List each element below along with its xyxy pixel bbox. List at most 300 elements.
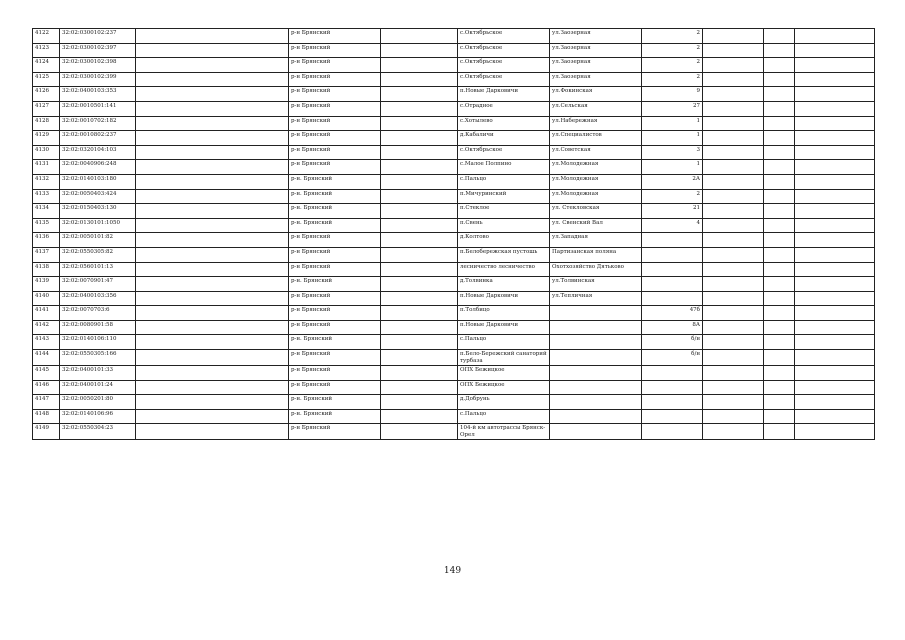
empty-cell <box>703 101 764 116</box>
empty-cell <box>136 320 289 335</box>
cadastral-number-cell: 32:02:0010802:237 <box>60 131 136 146</box>
empty-cell <box>703 262 764 277</box>
street-cell <box>550 366 642 381</box>
empty-cell <box>136 247 289 262</box>
house-number-cell: 2А <box>642 174 703 189</box>
district-cell: р-н. Брянский <box>289 395 381 410</box>
settlement-cell: с.Пальцо <box>458 409 550 424</box>
table-row <box>33 189 875 204</box>
empty-cell <box>764 306 795 321</box>
record-number-cell: 4129 <box>33 131 60 146</box>
table-row <box>33 380 875 395</box>
empty-cell <box>764 277 795 292</box>
empty-cell <box>795 247 875 262</box>
empty-cell <box>795 380 875 395</box>
district-cell: р-н Брянский <box>289 306 381 321</box>
empty-cell <box>381 131 458 146</box>
table-row <box>33 350 875 366</box>
settlement-cell: 104-й км автотрассы Брянск-Орел <box>458 424 550 440</box>
house-number-cell <box>642 395 703 410</box>
empty-cell <box>136 335 289 350</box>
record-number-cell: 4148 <box>33 409 60 424</box>
house-number-cell: 2 <box>642 43 703 58</box>
settlement-cell: п.Белобережская пустошь <box>458 247 550 262</box>
cadastral-number-cell: 32:02:0300102:398 <box>60 58 136 73</box>
district-cell: р-н Брянский <box>289 43 381 58</box>
cadastral-number-cell: 32:02:0300102:237 <box>60 29 136 44</box>
district-cell: р-н Брянский <box>289 160 381 175</box>
street-cell <box>550 424 642 440</box>
empty-cell <box>136 409 289 424</box>
cadastral-number-cell: 32:02:0550304:23 <box>60 424 136 440</box>
record-number-cell: 4142 <box>33 320 60 335</box>
empty-cell <box>703 424 764 440</box>
table-row <box>33 233 875 248</box>
empty-cell <box>381 29 458 44</box>
empty-cell <box>381 58 458 73</box>
empty-cell <box>381 160 458 175</box>
table-row <box>33 262 875 277</box>
cadastral-number-cell: 32:02:0150403:130 <box>60 204 136 219</box>
empty-cell <box>136 233 289 248</box>
district-cell: р-н Брянский <box>289 101 381 116</box>
table-row <box>33 160 875 175</box>
empty-cell <box>703 291 764 306</box>
street-cell: ул.Молодежная <box>550 160 642 175</box>
empty-cell <box>136 174 289 189</box>
house-number-cell <box>642 366 703 381</box>
street-cell: ул.Набережная <box>550 116 642 131</box>
table-row <box>33 366 875 381</box>
settlement-cell: с.Октябрьское <box>458 29 550 44</box>
empty-cell <box>136 43 289 58</box>
empty-cell <box>795 58 875 73</box>
table-row <box>33 43 875 58</box>
house-number-cell: б/н <box>642 350 703 366</box>
record-number-cell: 4130 <box>33 145 60 160</box>
settlement-cell: с.Октябрьское <box>458 58 550 73</box>
empty-cell <box>764 291 795 306</box>
settlement-cell: с.Октябрьское <box>458 43 550 58</box>
empty-cell <box>795 101 875 116</box>
table-row <box>33 247 875 262</box>
street-cell: ул.Заозерная <box>550 72 642 87</box>
empty-cell <box>136 380 289 395</box>
house-number-cell <box>642 262 703 277</box>
empty-cell <box>136 29 289 44</box>
district-cell: р-н Брянский <box>289 380 381 395</box>
district-cell: р-н. Брянский <box>289 277 381 292</box>
house-number-cell <box>642 233 703 248</box>
empty-cell <box>703 189 764 204</box>
street-cell: ул.Фокинская <box>550 87 642 102</box>
house-number-cell: 2 <box>642 189 703 204</box>
empty-cell <box>381 101 458 116</box>
empty-cell <box>703 247 764 262</box>
cadastral-number-cell: 32:02:0070703:6 <box>60 306 136 321</box>
empty-cell <box>764 145 795 160</box>
cadastral-number-cell: 32:02:0050101:82 <box>60 233 136 248</box>
table-row <box>33 218 875 233</box>
empty-cell <box>136 350 289 366</box>
settlement-cell: п.Бело-Бережский санаторий турбаза <box>458 350 550 366</box>
settlement-cell: п.Новые Дарковичи <box>458 320 550 335</box>
record-number-cell: 4127 <box>33 101 60 116</box>
empty-cell <box>795 160 875 175</box>
empty-cell <box>795 291 875 306</box>
empty-cell <box>136 72 289 87</box>
house-number-cell: 3 <box>642 145 703 160</box>
empty-cell <box>136 116 289 131</box>
table-row <box>33 131 875 146</box>
record-number-cell: 4131 <box>33 160 60 175</box>
street-cell <box>550 306 642 321</box>
empty-cell <box>381 233 458 248</box>
empty-cell <box>795 306 875 321</box>
cadastral-number-cell: 32:02:0130101:1050 <box>60 218 136 233</box>
empty-cell <box>136 87 289 102</box>
empty-cell <box>764 380 795 395</box>
street-cell <box>550 335 642 350</box>
empty-cell <box>764 29 795 44</box>
street-cell: ул.Молодежная <box>550 189 642 204</box>
empty-cell <box>764 409 795 424</box>
record-number-cell: 4132 <box>33 174 60 189</box>
record-number-cell: 4135 <box>33 218 60 233</box>
empty-cell <box>703 395 764 410</box>
settlement-cell: п.Новые Дарковичи <box>458 87 550 102</box>
record-number-cell: 4126 <box>33 87 60 102</box>
table-row <box>33 116 875 131</box>
empty-cell <box>795 320 875 335</box>
cadastral-number-cell: 32:02:0140106:110 <box>60 335 136 350</box>
empty-cell <box>764 116 795 131</box>
house-number-cell: 1 <box>642 131 703 146</box>
empty-cell <box>795 87 875 102</box>
cadastral-number-cell: 32:02:0400103:356 <box>60 291 136 306</box>
district-cell: р-н Брянский <box>289 131 381 146</box>
record-number-cell: 4139 <box>33 277 60 292</box>
house-number-cell: 9 <box>642 87 703 102</box>
empty-cell <box>795 29 875 44</box>
cadastral-number-cell: 32:02:0400101:24 <box>60 380 136 395</box>
empty-cell <box>795 395 875 410</box>
table-row <box>33 101 875 116</box>
house-number-cell <box>642 424 703 440</box>
street-cell <box>550 320 642 335</box>
empty-cell <box>703 204 764 219</box>
empty-cell <box>764 218 795 233</box>
district-cell: р-н. Брянский <box>289 218 381 233</box>
cadastral-number-cell: 32:02:0140106:96 <box>60 409 136 424</box>
house-number-cell <box>642 291 703 306</box>
record-number-cell: 4145 <box>33 366 60 381</box>
house-number-cell: б/н <box>642 335 703 350</box>
record-number-cell: 4149 <box>33 424 60 440</box>
empty-cell <box>381 247 458 262</box>
empty-cell <box>136 218 289 233</box>
empty-cell <box>381 145 458 160</box>
empty-cell <box>764 350 795 366</box>
empty-cell <box>136 189 289 204</box>
empty-cell <box>703 87 764 102</box>
empty-cell <box>795 218 875 233</box>
street-cell: Партизанская поляна <box>550 247 642 262</box>
settlement-cell: с.Пальцо <box>458 335 550 350</box>
empty-cell <box>795 233 875 248</box>
empty-cell <box>381 174 458 189</box>
district-cell: р-н Брянский <box>289 72 381 87</box>
record-number-cell: 4124 <box>33 58 60 73</box>
settlement-cell: ОПХ Бежицкое <box>458 380 550 395</box>
page-number: 149 <box>443 566 462 576</box>
empty-cell <box>703 29 764 44</box>
table-row <box>33 204 875 219</box>
table-row <box>33 291 875 306</box>
record-number-cell: 4146 <box>33 380 60 395</box>
settlement-cell: с.Пальцо <box>458 174 550 189</box>
street-cell: ул.Западная <box>550 233 642 248</box>
table-row <box>33 174 875 189</box>
empty-cell <box>703 174 764 189</box>
empty-cell <box>764 366 795 381</box>
cadastral-number-cell: 32:02:0070901:47 <box>60 277 136 292</box>
empty-cell <box>764 204 795 219</box>
empty-cell <box>764 87 795 102</box>
district-cell: р-н Брянский <box>289 262 381 277</box>
empty-cell <box>795 189 875 204</box>
empty-cell <box>795 366 875 381</box>
empty-cell <box>381 409 458 424</box>
settlement-cell: д.Добрунь <box>458 395 550 410</box>
house-number-cell <box>642 380 703 395</box>
record-number-cell: 4125 <box>33 72 60 87</box>
table-row <box>33 335 875 350</box>
cadastral-number-cell: 32:02:0400103:353 <box>60 87 136 102</box>
empty-cell <box>795 204 875 219</box>
house-number-cell: 47б <box>642 306 703 321</box>
empty-cell <box>381 43 458 58</box>
empty-cell <box>703 58 764 73</box>
empty-cell <box>381 189 458 204</box>
empty-cell <box>381 72 458 87</box>
cadastral-number-cell: 32:02:0050201:80 <box>60 395 136 410</box>
settlement-cell: п.Свень <box>458 218 550 233</box>
district-cell: р-н. Брянский <box>289 189 381 204</box>
house-number-cell: 1 <box>642 160 703 175</box>
settlement-cell: с.Малое Полпино <box>458 160 550 175</box>
empty-cell <box>136 145 289 160</box>
house-number-cell <box>642 247 703 262</box>
settlement-cell: д.Толвинка <box>458 277 550 292</box>
cadastral-number-cell: 32:02:0080901:58 <box>60 320 136 335</box>
table-row <box>33 320 875 335</box>
house-number-cell: 2 <box>642 58 703 73</box>
table-row <box>33 87 875 102</box>
record-number-cell: 4128 <box>33 116 60 131</box>
district-cell: р-н Брянский <box>289 320 381 335</box>
settlement-cell: д.Колтово <box>458 233 550 248</box>
empty-cell <box>136 131 289 146</box>
record-number-cell: 4137 <box>33 247 60 262</box>
empty-cell <box>703 277 764 292</box>
cadastral-number-cell: 32:02:0550305:82 <box>60 247 136 262</box>
cadastral-number-cell: 32:02:0010702:182 <box>60 116 136 131</box>
empty-cell <box>795 350 875 366</box>
cadastral-number-cell: 32:02:0050403:424 <box>60 189 136 204</box>
house-number-cell <box>642 277 703 292</box>
district-cell: р-н. Брянский <box>289 409 381 424</box>
district-cell: р-н Брянский <box>289 366 381 381</box>
empty-cell <box>795 335 875 350</box>
empty-cell <box>381 424 458 440</box>
empty-cell <box>795 43 875 58</box>
district-cell: р-н Брянский <box>289 291 381 306</box>
empty-cell <box>381 277 458 292</box>
table-row <box>33 395 875 410</box>
table-row <box>33 58 875 73</box>
table-row <box>33 277 875 292</box>
street-cell: ул. Свенский Вал <box>550 218 642 233</box>
empty-cell <box>381 350 458 366</box>
table-row <box>33 72 875 87</box>
empty-cell <box>381 87 458 102</box>
empty-cell <box>764 72 795 87</box>
empty-cell <box>795 131 875 146</box>
empty-cell <box>136 306 289 321</box>
cadastral-number-cell: 32:02:0140103:180 <box>60 174 136 189</box>
empty-cell <box>795 174 875 189</box>
settlement-cell: п.Новые Дарковичи <box>458 291 550 306</box>
cadastral-number-cell: 32:02:0320104:103 <box>60 145 136 160</box>
cadastral-number-cell: 32:02:0400101:33 <box>60 366 136 381</box>
district-cell: р-н Брянский <box>289 145 381 160</box>
empty-cell <box>703 131 764 146</box>
empty-cell <box>381 306 458 321</box>
table-body <box>33 29 875 440</box>
street-cell <box>550 380 642 395</box>
house-number-cell: 21 <box>642 204 703 219</box>
empty-cell <box>795 277 875 292</box>
record-number-cell: 4123 <box>33 43 60 58</box>
registry-table <box>32 28 875 440</box>
empty-cell <box>136 366 289 381</box>
street-cell: ул.Специалистов <box>550 131 642 146</box>
record-number-cell: 4143 <box>33 335 60 350</box>
empty-cell <box>764 424 795 440</box>
cadastral-number-cell: 32:02:0010501:141 <box>60 101 136 116</box>
settlement-cell: д.Кабаличи <box>458 131 550 146</box>
record-number-cell: 4138 <box>33 262 60 277</box>
cadastral-number-cell: 32:02:0300102:397 <box>60 43 136 58</box>
house-number-cell: 2 <box>642 29 703 44</box>
table-row <box>33 145 875 160</box>
empty-cell <box>764 320 795 335</box>
empty-cell <box>136 424 289 440</box>
empty-cell <box>703 335 764 350</box>
record-number-cell: 4144 <box>33 350 60 366</box>
empty-cell <box>703 320 764 335</box>
street-cell: ул.Заозерная <box>550 58 642 73</box>
street-cell: ул.Заозерная <box>550 29 642 44</box>
empty-cell <box>703 218 764 233</box>
empty-cell <box>381 395 458 410</box>
street-cell: ул.Тепличная <box>550 291 642 306</box>
street-cell <box>550 350 642 366</box>
table-row <box>33 409 875 424</box>
settlement-cell: с.Октябрьское <box>458 145 550 160</box>
street-cell: ул.Молодежная <box>550 174 642 189</box>
district-cell: р-н. Брянский <box>289 204 381 219</box>
empty-cell <box>703 233 764 248</box>
empty-cell <box>764 262 795 277</box>
record-number-cell: 4134 <box>33 204 60 219</box>
street-cell <box>550 395 642 410</box>
settlement-cell: ОПХ Бежицкое <box>458 366 550 381</box>
street-cell: ул.Толвинская <box>550 277 642 292</box>
empty-cell <box>703 116 764 131</box>
empty-cell <box>136 262 289 277</box>
record-number-cell: 4136 <box>33 233 60 248</box>
empty-cell <box>381 335 458 350</box>
empty-cell <box>795 262 875 277</box>
empty-cell <box>703 160 764 175</box>
empty-cell <box>703 350 764 366</box>
street-cell: ул.Советская <box>550 145 642 160</box>
empty-cell <box>703 366 764 381</box>
empty-cell <box>764 335 795 350</box>
empty-cell <box>795 424 875 440</box>
settlement-cell: лесничество лесничество <box>458 262 550 277</box>
empty-cell <box>795 145 875 160</box>
record-number-cell: 4147 <box>33 395 60 410</box>
district-cell: р-н. Брянский <box>289 335 381 350</box>
district-cell: р-н Брянский <box>289 233 381 248</box>
empty-cell <box>764 233 795 248</box>
table-row <box>33 29 875 44</box>
district-cell: р-н. Брянский <box>289 174 381 189</box>
empty-cell <box>136 291 289 306</box>
street-cell <box>550 409 642 424</box>
empty-cell <box>764 395 795 410</box>
settlement-cell: с.Октябрьское <box>458 72 550 87</box>
house-number-cell: 27 <box>642 101 703 116</box>
district-cell: р-н Брянский <box>289 350 381 366</box>
table-row <box>33 306 875 321</box>
district-cell: р-н Брянский <box>289 29 381 44</box>
empty-cell <box>764 58 795 73</box>
settlement-cell: п.Мичуринский <box>458 189 550 204</box>
empty-cell <box>795 116 875 131</box>
empty-cell <box>764 101 795 116</box>
empty-cell <box>136 160 289 175</box>
empty-cell <box>381 204 458 219</box>
empty-cell <box>381 262 458 277</box>
street-cell: ул.Заозерная <box>550 43 642 58</box>
district-cell: р-н Брянский <box>289 87 381 102</box>
record-number-cell: 4122 <box>33 29 60 44</box>
empty-cell <box>764 160 795 175</box>
record-number-cell: 4133 <box>33 189 60 204</box>
empty-cell <box>764 189 795 204</box>
empty-cell <box>764 174 795 189</box>
empty-cell <box>795 72 875 87</box>
house-number-cell: 1 <box>642 116 703 131</box>
empty-cell <box>703 43 764 58</box>
empty-cell <box>381 291 458 306</box>
empty-cell <box>703 409 764 424</box>
district-cell: р-н Брянский <box>289 424 381 440</box>
